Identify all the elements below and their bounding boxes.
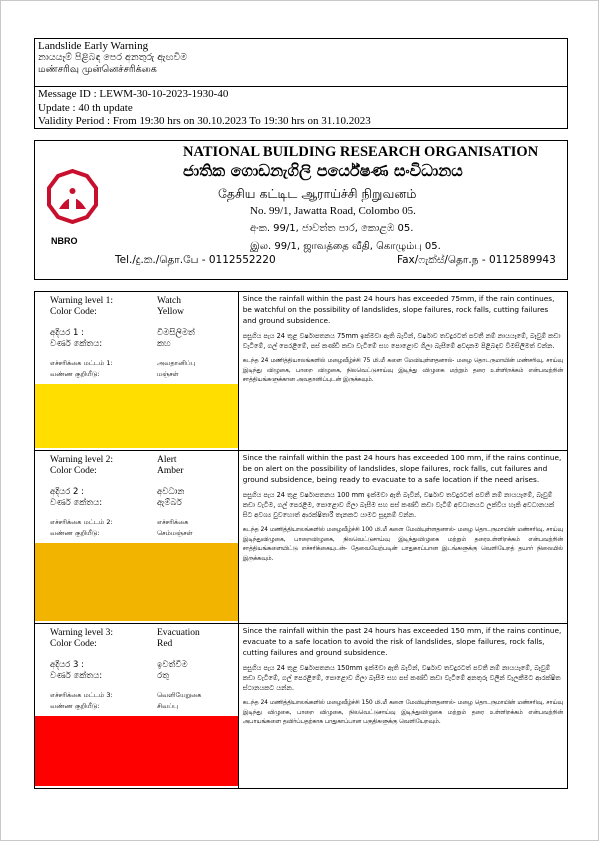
level-label-ta: எச்சரிக்கை மட்டம் 1: xyxy=(50,359,113,367)
level-label-en: Warning level 3: xyxy=(50,628,114,638)
description-ta: கடந்த 24 மணித்தியாலங்களில் மழைவீழ்ச்சி 150 மி.மீ களை மேவியுள்ளதனால்- மழை தொடருமாயின் மண்சரிவு, சாய்வு இடிந்து விழுகை, பாறை விழுகை, நிலவெட்டுசாய்வு இடிந்துவிழுகை மற்றும் தரை உள்ளிறக்கம் என்பவற்றின் அபாயங்களை தவிர்ப்பதற்காக பாதுகாப்பான பகுதிகளுக்கு வெளியேறவும். xyxy=(242,700,563,726)
level-value-en: Alert xyxy=(157,455,177,465)
fax: Fax/ෆැක්ස්/தொ.ந - 0112589943 xyxy=(397,254,556,266)
color-swatch-red xyxy=(35,716,238,786)
organisation-letterhead xyxy=(34,140,568,280)
message-meta-box xyxy=(34,86,568,129)
level-value-si: ඉවත්වීම xyxy=(157,660,188,670)
description-en: Since the rainfall within the past 24 hours has exceeded 150 mm, if the rains continue, evacuate to a safe location to avoid the risk of landslides, slope failures, rock falls, cutting failures and ground subsidence. xyxy=(242,626,562,657)
address-si: අංක. 99/1, ජාවත්ත පාර, කොළඹ 05. xyxy=(250,223,414,234)
color-label-si: වර්ණ කේතය: xyxy=(50,671,103,681)
description-si: පසුගිය පැය 24 තුළ වර්ෂාපතනය 100 mm ඉක්මවා ඇති බැවින්, වර්ෂාව තවදුරටත් පවතී නම් නායයෑමේ, බෑවුම් කඩා වැටීම, ගල් පෙරළීම, පොළොව ගිලා බැසීම සහ පස් කණ්ඩි කඩා වැටීම් අවධානයට ලක්විය හැකි අවධානයක් සිට අවශ්‍ය වුවහොත් ආරක්ෂිතාරී තැනකට යාමට සූදානම් වන්න. xyxy=(242,491,555,520)
level-label-cell xyxy=(35,451,239,624)
level-description-cell xyxy=(238,451,567,624)
organisation-name-en: NATIONAL BUILDING RESEARCH ORGANISATION xyxy=(183,144,539,160)
color-value-ta: செம்மஞ்சள் xyxy=(157,529,193,537)
warning-levels-table xyxy=(34,291,568,789)
color-value-si: රතු xyxy=(157,671,170,681)
level-value-ta: வெளியேறுகை xyxy=(157,691,202,699)
warning-level-row xyxy=(35,451,568,624)
level-value-ta: எச்சரிக்கை xyxy=(157,518,189,526)
color-swatch-yellow xyxy=(35,384,238,448)
description-ta: கடந்த 24 மணித்தியாலங்களில் மழைவீழ்ச்சி 100 மி.மீ களை மேவியுள்ளதனால்- மழை தொடருமாயின் மண்சரிவு, சாய்வு இடிந்துவிழுகை, பாறைவிழுகை, நிலவெட்டுசாய்வு இடிந்துவிழுகை மற்றும் தரைஉள்ளிறக்கம் என்பவற்றின் சாத்தியங்களையிட்டு எச்சரிக்கையுடன்- தேவையேற்படின் பாதுகாப்பான இடங்களுக்கு வெளியேறத் தயார் நிலையில் இருக்கவும். xyxy=(242,527,563,562)
level-description-cell xyxy=(238,292,567,451)
description-en: Since the rainfall within the past 24 hours has exceeded 75mm, if the rain continues, be watchful on the possibility of landslides, slope failures, rock falls, cutting failures and ground subsidence. xyxy=(242,294,555,325)
warning-level-row xyxy=(35,624,568,789)
level-value-en: Evacuation xyxy=(157,628,200,638)
color-swatch-amber xyxy=(35,543,238,621)
address-ta: இல. 99/1, ஜாவத்தை வீதி, கொழும்பு 05. xyxy=(250,241,441,252)
description-en: Since the rainfall within the past 24 hours has exceeded 100 mm, if the rains continue, be on alert on the possibility of landslides, slope failures, rock falls, cut failures and ground subsidence, being ready to evacuate to a safe location if the need arises. xyxy=(242,453,562,484)
level-value-si: අවධාන xyxy=(157,487,185,497)
level-value-si: විමසිලිමත් xyxy=(157,328,195,338)
level-label-ta: எச்சரிக்கை மட்டம் 3: xyxy=(50,691,113,699)
color-value-en: Amber xyxy=(157,466,184,476)
color-label-en: Color Code: xyxy=(50,639,97,649)
level-label-cell xyxy=(35,624,239,789)
description-si: පසුගිය පැය 24 තුළ වර්ෂාපතනය 150mm ඉක්මවා ඇති බැවින්, වර්ෂාව තවදුරටත් පවතී නම් නායයෑමේ, බෑවුම් කඩා වැටීමේ, ගල් පෙරළීමේ, පොළොව ගිලා බැසීම සහ පස් කණ්ඩි කඩා වැටීමේ අනතුරු වලින් වැලකීමට ආරක්ෂිත ස්ථානයකට යන්න. xyxy=(242,664,561,693)
color-label-si: වර්ණ කේතය: xyxy=(50,498,103,508)
color-label-ta: வண்ண குறியீடு: xyxy=(50,702,100,710)
validity-period: Validity Period : From 19:30 hrs on 30.10.2023 To 19:30 hrs on 31.10.2023 xyxy=(38,115,371,127)
level-label-si: අදියර 1 : xyxy=(50,328,84,338)
level-label-si: අදියර 2 : xyxy=(50,487,84,497)
color-label-si: වර්ණ කේතය: xyxy=(50,339,103,349)
color-value-ta: மஞ்சள் xyxy=(157,370,179,378)
organisation-name-si: ජාතික ගොඩනැගිලි පර්යේෂණ සංවිධානය xyxy=(183,161,463,180)
address-en: No. 99/1, Jawatta Road, Colombo 05. xyxy=(250,205,416,217)
warning-level-row xyxy=(35,292,568,451)
level-label-si: අදියර 3 : xyxy=(50,660,84,670)
update-number: Update : 40 th update xyxy=(38,101,133,114)
level-label-cell xyxy=(35,292,239,451)
color-value-si: ඇම්බර් xyxy=(157,498,182,508)
level-description-cell xyxy=(238,624,567,789)
color-label-en: Color Code: xyxy=(50,307,97,317)
level-label-ta: எச்சரிக்கை மட்டம் 2: xyxy=(50,518,113,526)
level-label-en: Warning level 1: xyxy=(50,296,114,306)
warning-title-box xyxy=(34,38,568,87)
description-si: පසුගිය පැය 24 තුළ වර්ෂාපතනය 75mm ඉක්මවා ඇති බැවින්, වර්ෂාව තවදුරටත් පවතී නම් නායයෑමේ, බෑවුම් කඩා වැටීමේ, ගල් පෙරළීමේ, පස් කණ්ඩි කඩා වැටීමේ සහ පොළොව ගිලා බැසීමේ අවදානම පිළිබඳව විමසිලිමත් වන්න. xyxy=(242,332,561,351)
color-value-si: කහ xyxy=(157,339,171,349)
title-si: නායයෑම් පිළිබඳ පෙර අනතුරු ඇඟවීම xyxy=(38,52,188,63)
color-label-ta: வண்ண குறியீடு: xyxy=(50,370,100,378)
description-ta: கடந்த 24 மணித்தியாலங்களில் மழைவீழ்ச்சி 75 மி.மீ களை மேவியுள்ளதனால்- மழை தொடருமாயின் மண்சரிவு, சாய்வு இடிந்து விழுகை, பாறை விழுகை, நிலவெட்டுசாய்வு இடிந்து விழுகை மற்றும் தரை உள்ளிறக்கம் என்பவற்றின் சாத்தியங்களுக்கான அவதானிப்புடன் இருக்கவும். xyxy=(242,358,563,384)
level-label-en: Warning level 2: xyxy=(50,455,114,465)
color-label-ta: வண்ண குறியீடு: xyxy=(50,529,100,537)
color-value-en: Yellow xyxy=(157,307,185,317)
logo-label: NBRO xyxy=(51,236,78,246)
level-value-en: Watch xyxy=(157,296,182,306)
message-id: Message ID : LEWM-30-10-2023-1930-40 xyxy=(38,88,229,100)
telephone: Tel./දු.ක./தொ.பே - 0112552220 xyxy=(115,254,276,266)
color-label-en: Color Code: xyxy=(50,466,97,476)
level-value-ta: அவதானிப்பு xyxy=(157,359,196,367)
organisation-name-ta: தேசிய கட்டிட ஆராய்ச்சி நிறுவனம் xyxy=(218,186,417,201)
color-value-ta: சிவப்பு xyxy=(157,702,178,710)
title-en: Landslide Early Warning xyxy=(38,40,149,52)
color-value-en: Red xyxy=(157,639,173,649)
title-ta: மண்சரிவு முன்னெச்சரிக்கை xyxy=(38,64,157,75)
